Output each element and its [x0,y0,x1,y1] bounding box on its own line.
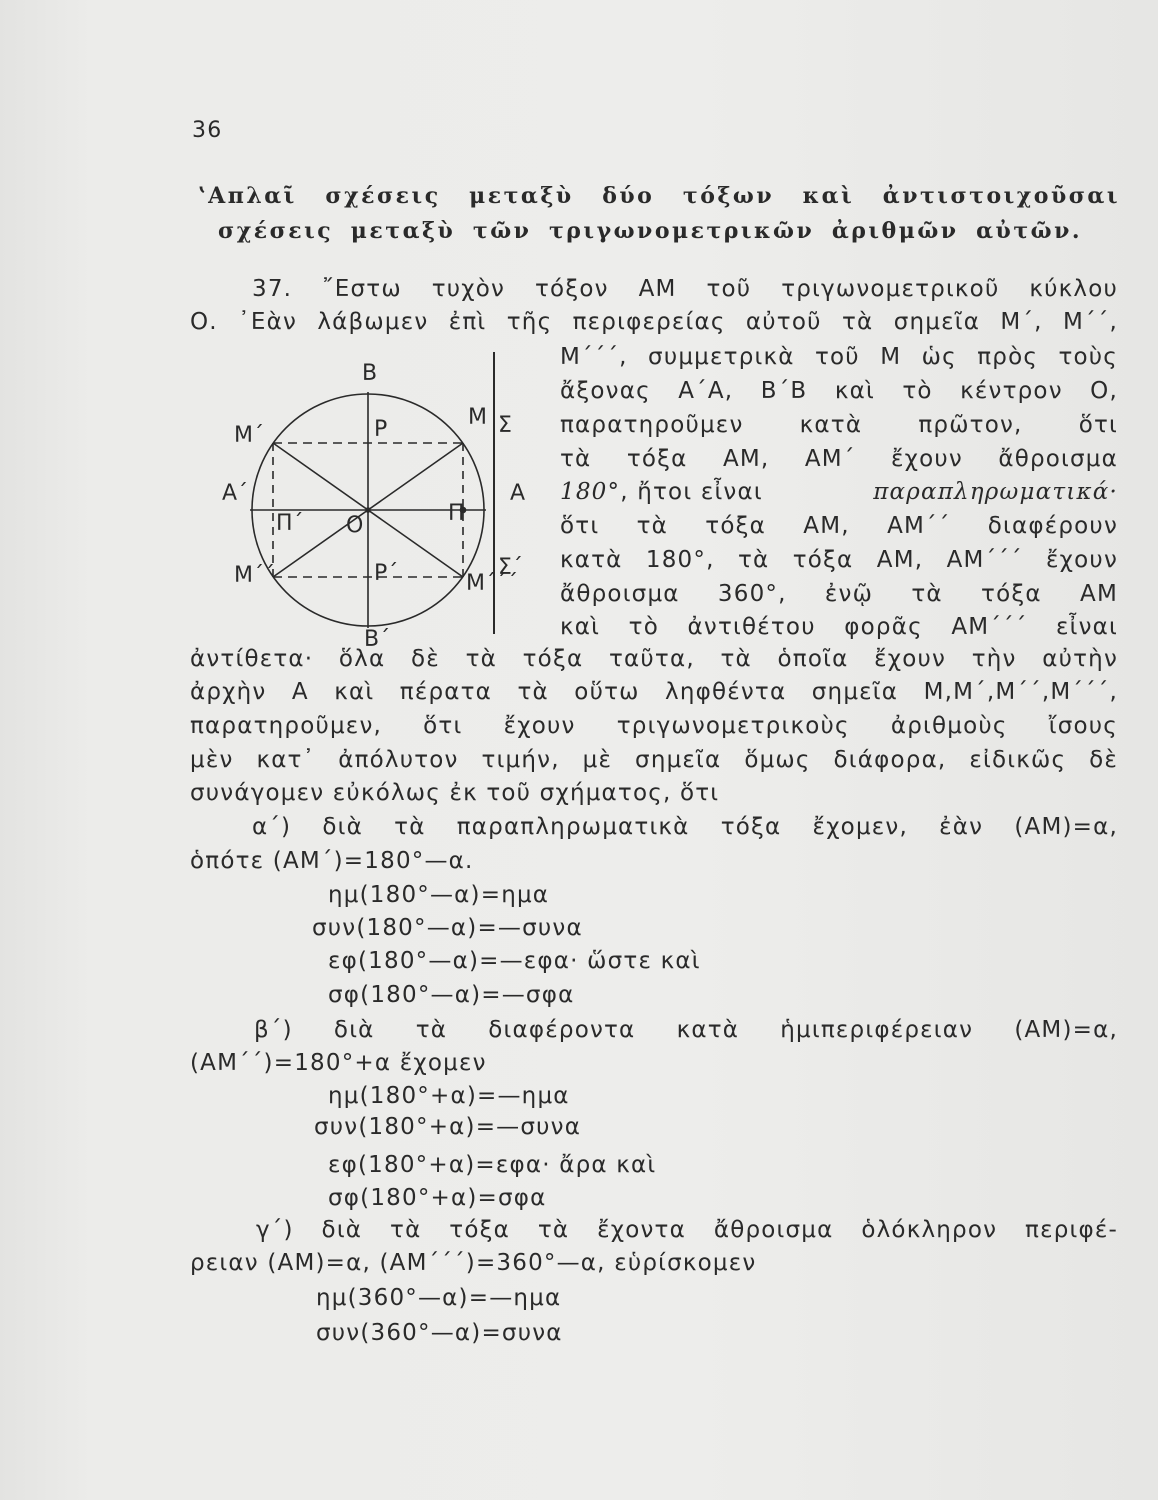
formula-tan-180-plus: εφ(180°+α)=εφα· ἄρα καὶ [328,1152,657,1178]
section-heading-line-2: σχέσεις μεταξὺ τῶν τριγωνομετρικῶν ἀριθμῶν αὐτῶν. [218,218,1082,244]
formula-sin-360-minus: ημ(360°—α)=—ημα [316,1285,562,1311]
trig-circle-figure [214,352,534,652]
label-P-prime: Ρ΄ [374,561,399,586]
paragraph-37-line-6: μὲν κατ᾿ ἀπόλυτον τιμήν, μὲ σημεῖα ὅμως διάφορα, εἰδικῶς δὲ [190,747,1118,773]
label-M-triple-prime: Μ΄΄΄ [466,571,518,596]
formula-sin-180-minus: ημ(180°—α)=ημα [328,882,550,908]
label-Sigma-prime: Σ΄ [498,555,523,580]
label-B-prime: Β΄ [364,627,391,652]
label-M-double-prime: Μ΄΄ [234,563,275,588]
formula-tan-180-minus: εφ(180°—α)=—εφα· ὥστε καὶ [328,948,701,974]
paragraph-37-line-1: 37. ῎Εστω τυχὸν τόξον ΑΜ τοῦ τριγωνομετρικοῦ κύκλου [252,276,1118,302]
formula-sin-180-plus: ημ(180°+α)=—ημα [328,1083,570,1109]
term-supplementary: παραπληρωματικά· [873,479,1118,505]
paragraph-37-line-4: ἀρχὴν Α καὶ πέρατα τὰ οὕτω ληφθέντα σημεῖα Μ,Μ΄,Μ΄΄,Μ΄΄΄, [190,679,1118,705]
label-Pi-prime: Π΄ [276,511,304,536]
page-number: 36 [192,118,223,143]
paragraph-37-right-line-7: κατὰ 180°, τὰ τόξα ΑΜ, ΑΜ΄΄΄ ἔχουν [560,547,1118,573]
center-point [366,508,370,512]
section-heading-line-1: ʽΑπλαῖ σχέσεις μεταξὺ δύο τόξων καὶ ἀντιστοιχοῦσαι [198,183,1120,209]
paragraph-37-right-line-1: Μ΄΄΄, συμμετρικὰ τοῦ Μ ὡς πρὸς τοὺς [560,344,1118,370]
paragraph-37-right-line-3: παρατηροῦμεν κατὰ πρῶτον, ὅτι [560,412,1118,438]
case-a-intro-line-2: ὁπότε (ΑΜ΄)=180°—α. [190,848,474,874]
case-b-intro-line-2: (ΑΜ΄΄)=180°+α ἔχομεν [190,1050,487,1076]
paragraph-37-line-7: συνάγομεν εὐκόλως ἐκ τοῦ σχήματος, ὅτι [190,780,720,806]
label-A-prime: Α΄ [222,481,249,506]
paragraph-37-line-5: παρατηροῦμεν, ὅτι ἔχουν τριγωνομετρικοὺς ἀριθμοὺς ἴσους [190,713,1118,739]
formula-cos-180-minus: συν(180°—α)=—συνα [312,915,583,941]
formula-cot-180-plus: σφ(180°+α)=σφα [328,1185,547,1211]
text-fragment: , ἤτοι εἶναι [620,479,763,505]
paragraph-37-right-line-8: ἄθροισμα 360°, ἐνῷ τὰ τόξα ΑΜ [560,581,1118,607]
case-c-intro-line-2: ρειαν (ΑΜ)=α, (ΑΜ΄΄΄)=360°—α, εὑρίσκομεν [190,1250,757,1276]
label-A: Α [510,481,526,506]
case-b-intro-line-1: β΄) διὰ τὰ διαφέροντα κατὰ ἡμιπεριφέρειαν (ΑΜ)=α, [254,1017,1118,1043]
formula-cos-360-minus: συν(360°—α)=συνα [316,1320,563,1346]
label-M-prime: Μ΄ [234,423,264,448]
label-M: Μ [468,405,487,430]
formula-cot-180-minus: σφ(180°—α)=—σφα [328,982,575,1008]
case-a-intro-line-1: α΄) διὰ τὰ παραπληρωματικὰ τόξα ἔχομεν, ἐὰν (ΑΜ)=α, [252,814,1118,840]
paragraph-37-line-2: Ο. ᾿Εὰν λάβωμεν ἐπὶ τῆς περιφερείας αὐτοῦ τὰ σημεῖα Μ΄, Μ΄΄, [190,309,1118,335]
paragraph-37-right-line-5 [560,477,1118,507]
label-O: Ο [346,513,364,538]
paragraph-37-right-line-2: ἄξονας Α΄Α, Β΄Β καὶ τὸ κέντρον Ο, [560,378,1118,404]
angle-180: 180° [560,479,621,505]
paragraph-37-right-line-4: τὰ τόξα ΑΜ, ΑΜ΄ ἔχουν ἄθροισμα [560,446,1118,472]
formula-cos-180-plus: συν(180°+α)=—συνα [314,1114,582,1140]
paragraph-37-right-line-9: καὶ τὸ ἀντιθέτου φορᾶς ΑΜ΄΄΄ εἶναι [560,614,1118,640]
label-P: Ρ [374,417,388,442]
label-Sigma: Σ [498,413,512,438]
paragraph-37-right-line-6: ὅτι τὰ τόξα ΑΜ, ΑΜ΄΄ διαφέρουν [560,513,1118,539]
label-Pi: Π [448,501,465,526]
paragraph-37-line-3: ἀντίθετα· ὅλα δὲ τὰ τόξα ταῦτα, τὰ ὁποῖα ἔχουν τὴν αὐτὴν [190,646,1118,672]
case-c-intro-line-1: γ΄) διὰ τὰ τόξα τὰ ἔχοντα ἄθροισμα ὁλόκληρον περιφέ- [256,1217,1118,1243]
label-B: Β [362,361,378,386]
